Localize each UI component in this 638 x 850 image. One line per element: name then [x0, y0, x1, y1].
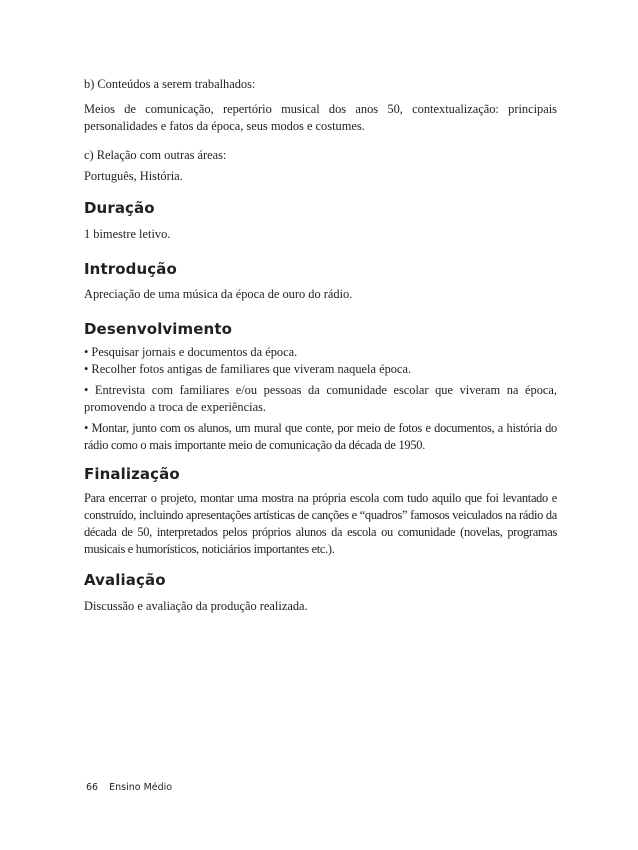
footer-section-title: Ensino Médio	[109, 782, 173, 793]
relacao-label: c) Relação com outras áreas:	[84, 148, 227, 162]
conteudos-text: Meios de comunicação, repertório musical dos anos 50, contextualização: principais personalidades e fatos da época, seus modos e costumes.	[84, 102, 557, 133]
page-number: 66	[86, 782, 99, 793]
desenvolvimento-item: • Recolher fotos antigas de familiares que viveram naquela época.	[84, 362, 412, 376]
avaliacao-text: Discussão e avaliação da produção realizada.	[84, 599, 308, 613]
avaliacao-heading: Avaliação	[84, 571, 166, 589]
duracao-text: 1 bimestre letivo.	[84, 227, 171, 241]
introducao-text: Apreciação de uma música da época de ouro do rádio.	[84, 287, 353, 301]
relacao-text: Português, História.	[84, 169, 183, 183]
desenvolvimento-item: • Entrevista com familiares e/ou pessoas da comunidade escolar que viveram na época, promovendo a troca de experiências.	[84, 383, 557, 414]
finalizacao-heading: Finalização	[84, 465, 180, 483]
introducao-heading: Introdução	[84, 260, 177, 278]
desenvolvimento-item: • Pesquisar jornais e documentos da época.	[84, 345, 298, 359]
page-footer	[86, 782, 172, 793]
duracao-heading: Duração	[84, 199, 155, 217]
conteudos-label: b) Conteúdos a serem trabalhados:	[84, 77, 256, 91]
desenvolvimento-item: • Montar, junto com os alunos, um mural que conte, por meio de fotos e documentos, a história do rádio como o mais importante meio de comunicação da década de 1950.	[84, 421, 557, 452]
finalizacao-text: Para encerrar o projeto, montar uma mostra na própria escola com tudo aquilo que foi levantado e construído, incluindo apresentações artísticas de canções e “quadros” famosos veiculados na rádio da década de 50, interpretados pelos próprios alunos da escola ou comunidade (novelas, programas musicais e humorísticos, noticiários importantes etc.).	[84, 491, 557, 556]
desenvolvimento-heading: Desenvolvimento	[84, 320, 233, 338]
